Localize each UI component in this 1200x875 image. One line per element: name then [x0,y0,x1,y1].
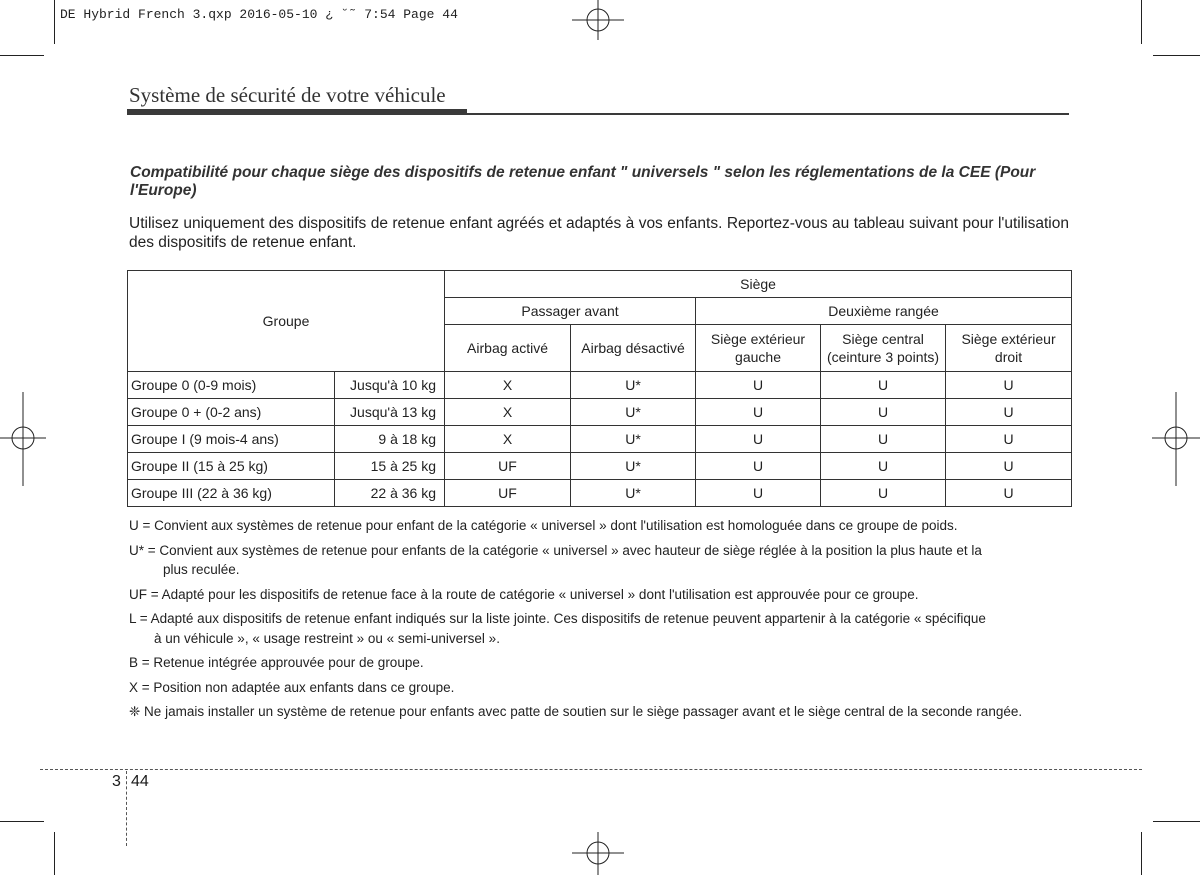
subheading: Compatibilité pour chaque siège des dispositifs de retenue enfant " universels " selon les réglementations de la CEE (Pour l'Europe) [130,164,1036,199]
cell-value: U [696,399,821,426]
table-header-row [128,271,1072,298]
table-row [128,372,1072,399]
cell-value: UF [445,480,571,507]
registration-mark-top [572,0,624,40]
print-info-header: DE Hybrid French 3.qxp 2016-05-10 ¿ ˘˜ 7:54 Page 44 [60,7,458,22]
header-siege-exterieur-droit: Siège extérieur droit [946,325,1072,372]
cell-value: U* [571,426,696,453]
title-underline-thin [467,113,1069,115]
cell-value: U [821,399,946,426]
header-airbag-desactive: Airbag désactivé [571,325,696,372]
footer-divider [40,769,1142,770]
header-deuxieme-rangee: Deuxième rangée [696,298,1072,325]
intro-paragraph: Utilisez uniquement des dispositifs de retenue enfant agréés et adaptés à vos enfants. Reportez-vous au tableau suivant pour l'utilisation des dispositifs de retenue enfant. [129,215,1069,251]
registration-mark-right [1152,392,1200,486]
cell-group: Groupe I (9 mois-4 ans) [128,426,335,453]
cell-value: U [946,372,1072,399]
note-uf: UF = Adapté pour les dispositifs de retenue face à la route de catégorie « universel » dont l'utilisation est approuvée pour ce groupe. [129,586,919,602]
legend-notes [129,516,1069,727]
cell-group: Groupe 0 (0-9 mois) [128,372,335,399]
note-warning: ❈ Ne jamais installer un système de retenue pour enfants avec patte de soutien sur le siège passager avant et le siège central de la seconde rangée. [129,704,1023,719]
cell-value: U [821,480,946,507]
table-row [128,453,1072,480]
cell-value: U [696,480,821,507]
cell-weight: Jusqu'à 13 kg [335,399,445,426]
cell-value: X [445,426,571,453]
crop-mark [54,832,55,875]
cell-value: U [696,372,821,399]
crop-mark [1153,55,1200,56]
cell-value: U [946,453,1072,480]
crop-mark [0,821,44,822]
note-b: B = Retenue intégrée approuvée pour de groupe. [129,655,424,670]
crop-mark [1141,832,1142,875]
table-row [128,480,1072,507]
cell-value: U [946,399,1072,426]
cell-value: X [445,372,571,399]
cell-group: Groupe 0 + (0-2 ans) [128,399,335,426]
header-siege-exterieur-gauche: Siège extérieur gauche [696,325,821,372]
cell-value: U* [571,399,696,426]
compatibility-table [127,270,1072,507]
crop-mark [0,55,44,56]
title-underline [127,109,467,115]
cell-value: U* [571,453,696,480]
cell-group: Groupe II (15 à 25 kg) [128,453,335,480]
cell-value: U [821,426,946,453]
page-number: 44 [131,773,149,790]
cell-value: U* [571,372,696,399]
cell-value: U [696,453,821,480]
crop-mark [54,0,55,44]
cell-weight: 15 à 25 kg [335,453,445,480]
header-siege-central: Siège central (ceinture 3 points) [821,325,946,372]
note-u-star-line2: plus reculée. [163,562,240,577]
note-u-star [129,541,1069,580]
cell-value: U [821,372,946,399]
header-passager-avant: Passager avant [445,298,696,325]
table-row [128,426,1072,453]
cell-value: U [946,480,1072,507]
cell-value: UF [445,453,571,480]
section-title: Système de sécurité de votre véhicule [129,83,446,107]
header-siege: Siège [445,271,1072,298]
cell-group: Groupe III (22 à 36 kg) [128,480,335,507]
note-x: X = Position non adaptée aux enfants dans ce groupe. [129,679,455,695]
cell-value: U* [571,480,696,507]
cell-value: U [821,453,946,480]
registration-mark-bottom [572,832,624,875]
crop-mark [1153,821,1200,822]
note-l-line1: L = Adapté aux dispositifs de retenue enfant indiqués sur la liste jointe. Ces dispositifs de retenue peuvent appartenir à la catégorie « spécifique [129,611,986,626]
cell-value: U [946,426,1072,453]
note-u: U = Convient aux systèmes de retenue pour enfant de la catégorie « universel » dont l'utilisation est homologuée dans ce groupe de poids. [129,518,958,533]
note-u-star-line1: U* = Convient aux systèmes de retenue pour enfants de la catégorie « universel » avec hauteur de siège réglée à la position la plus haute et la [129,542,982,558]
footer-divider-vertical [126,771,127,846]
header-groupe: Groupe [128,271,445,372]
crop-mark [1141,0,1142,44]
table-row [128,399,1072,426]
cell-value: U [696,426,821,453]
note-l-line2: à un véhicule », « usage restreint » ou « semi-universel ». [154,630,500,646]
cell-weight: 22 à 36 kg [335,480,445,507]
registration-mark-left [0,392,46,486]
cell-weight: Jusqu'à 10 kg [335,372,445,399]
note-l [129,609,1069,648]
header-airbag-active: Airbag activé [445,325,571,372]
chapter-number: 3 [112,773,121,790]
cell-value: X [445,399,571,426]
cell-weight: 9 à 18 kg [335,426,445,453]
